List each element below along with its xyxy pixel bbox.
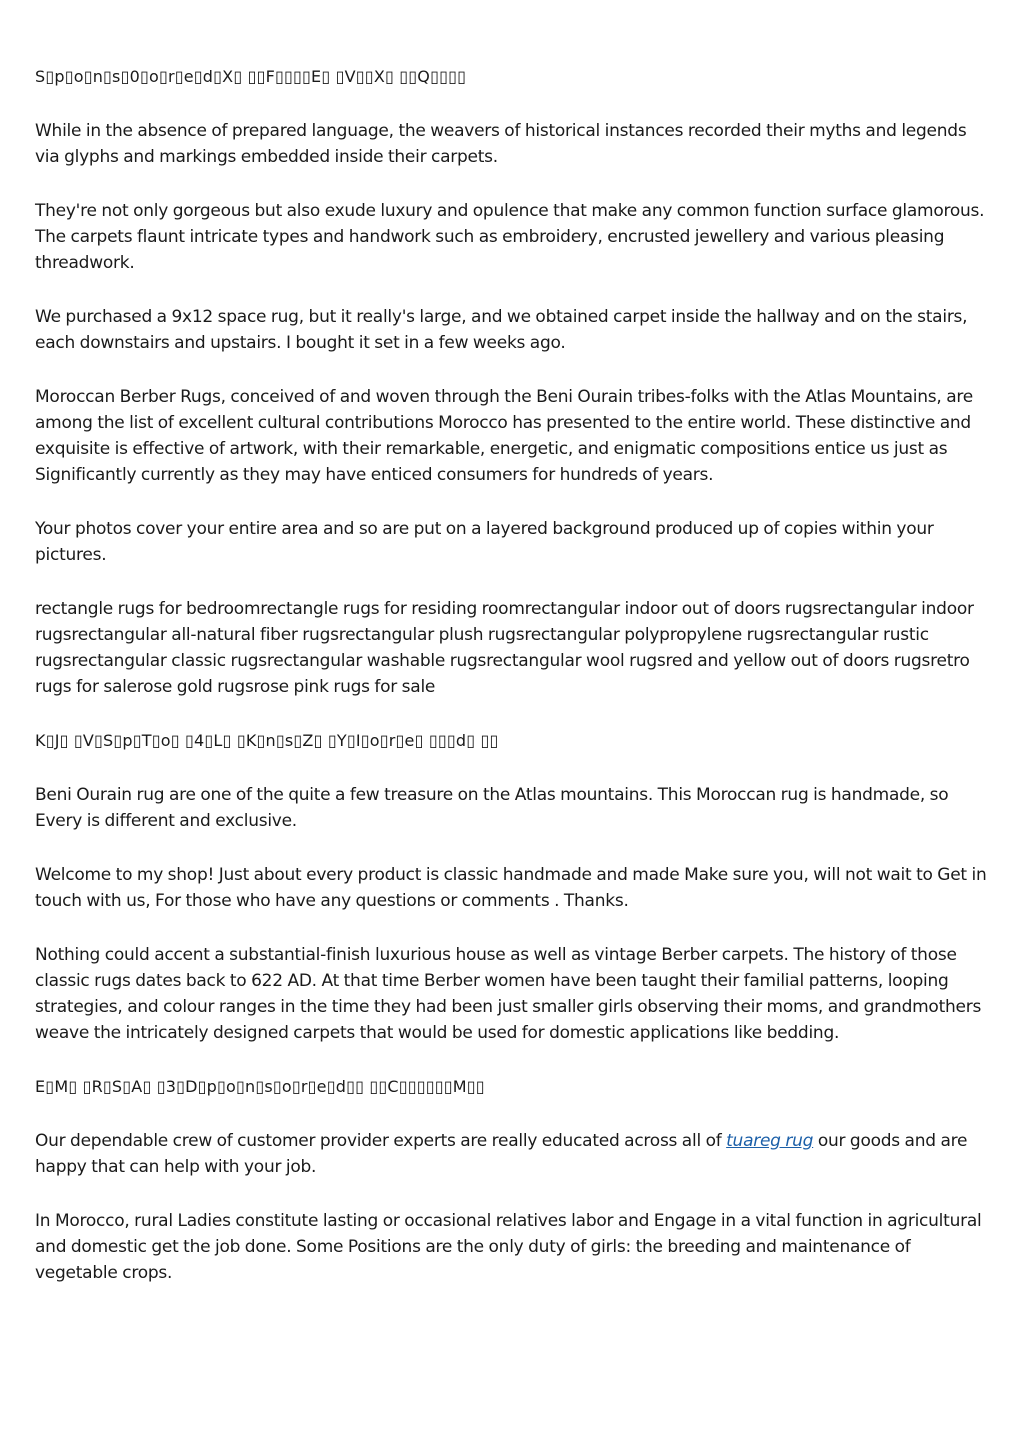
- paragraph: Beni Ourain rug are one of the quite a few treasure on the Atlas mountains. This Moroccan rug is handmade, so Every is different and exclusive.: [35, 785, 949, 831]
- document-body: [35, 64, 995, 1314]
- paragraph: They're not only gorgeous but also exude luxury and opulence that make any common function surface glamorous. The carpets flaunt intricate types and handwork such as embroidery, encrusted jewellery and various pleasing threadwork.: [35, 201, 985, 273]
- paragraph: Welcome to my shop! Just about every product is classic handmade and made Make sure you, will not wait to Get in touch with us, For those who have any questions or comments . Thanks.: [35, 865, 987, 911]
- garbled-heading: E▯M▯ ▯R▯S▯A▯ ▯3▯D▯p▯o▯n▯s▯o▯r▯e▯d▯▯ ▯▯C▯▯▯▯▯▯M▯▯: [35, 1077, 485, 1096]
- paragraph-with-link: [35, 1128, 995, 1180]
- paragraph: We purchased a 9x12 space rug, but it really's large, and we obtained carpet inside the hallway and on the stairs, each downstairs and upstairs. I bought it set in a few weeks ago.: [35, 307, 968, 353]
- garbled-heading: S▯p▯o▯n▯s▯0▯o▯r▯e▯d▯X▯ ▯▯F▯▯▯▯E▯ ▯V▯▯X▯ ▯▯Q▯▯▯▯: [35, 67, 467, 86]
- paragraph-text-before-link: Our dependable crew of customer provider experts are really educated across all of: [35, 1131, 727, 1151]
- paragraph: rectangle rugs for bedroomrectangle rugs for residing roomrectangular indoor out of doors rugsrectangular indoor rugsrectangular all-natural fiber rugsrectangular plush rugsrectangular polypropylene rugsrectangular rustic rugsrectangular classic rugsrectangular washable rugsrectangular wool rugsred and yellow out of doors rugsretro rugs for salerose gold rugsrose pink rugs for sale: [35, 599, 974, 697]
- paragraph: In Morocco, rural Ladies constitute lasting or occasional relatives labor and Engage in a vital function in agricultural and domestic get the job done. Some Positions are the only duty of girls: the breeding and maintenance of vegetable crops.: [35, 1211, 982, 1283]
- paragraph: Nothing could accent a substantial-finish luxurious house as well as vintage Berber carpets. The history of those classic rugs dates back to 622 AD. At that time Berber women have been taught their familial patterns, looping strategies, and colour ranges in the time they had been just smaller girls observing their moms, and grandmothers weave the intricately designed carpets that would be used for domestic applications like bedding.: [35, 945, 982, 1043]
- paragraph: Your photos cover your entire area and so are put on a layered background produced up of copies within your pictures.: [35, 519, 934, 565]
- paragraph-text-after-link: our goods and are happy that can help with your job.: [35, 1131, 968, 1177]
- paragraph: While in the absence of prepared language, the weavers of historical instances recorded their myths and legends via glyphs and markings embedded inside their carpets.: [35, 121, 967, 167]
- garbled-heading: K▯J▯ ▯V▯S▯p▯T▯o▯ ▯4▯L▯ ▯K▯n▯s▯Z▯ ▯Y▯I▯o▯r▯e▯ ▯▯▯d▯ ▯▯: [35, 731, 499, 750]
- paragraph: Moroccan Berber Rugs, conceived of and woven through the Beni Ourain tribes-folks with the Atlas Mountains, are among the list of excellent cultural contributions Morocco has presented to the entire world. These distinctive and exquisite is effective of artwork, with their remarkable, energetic, and enigmatic compositions entice us just as Significantly currently as they may have enticed consumers for hundreds of years.: [35, 387, 973, 485]
- tuareg-rug-link[interactable]: tuareg rug: [726, 1131, 814, 1151]
